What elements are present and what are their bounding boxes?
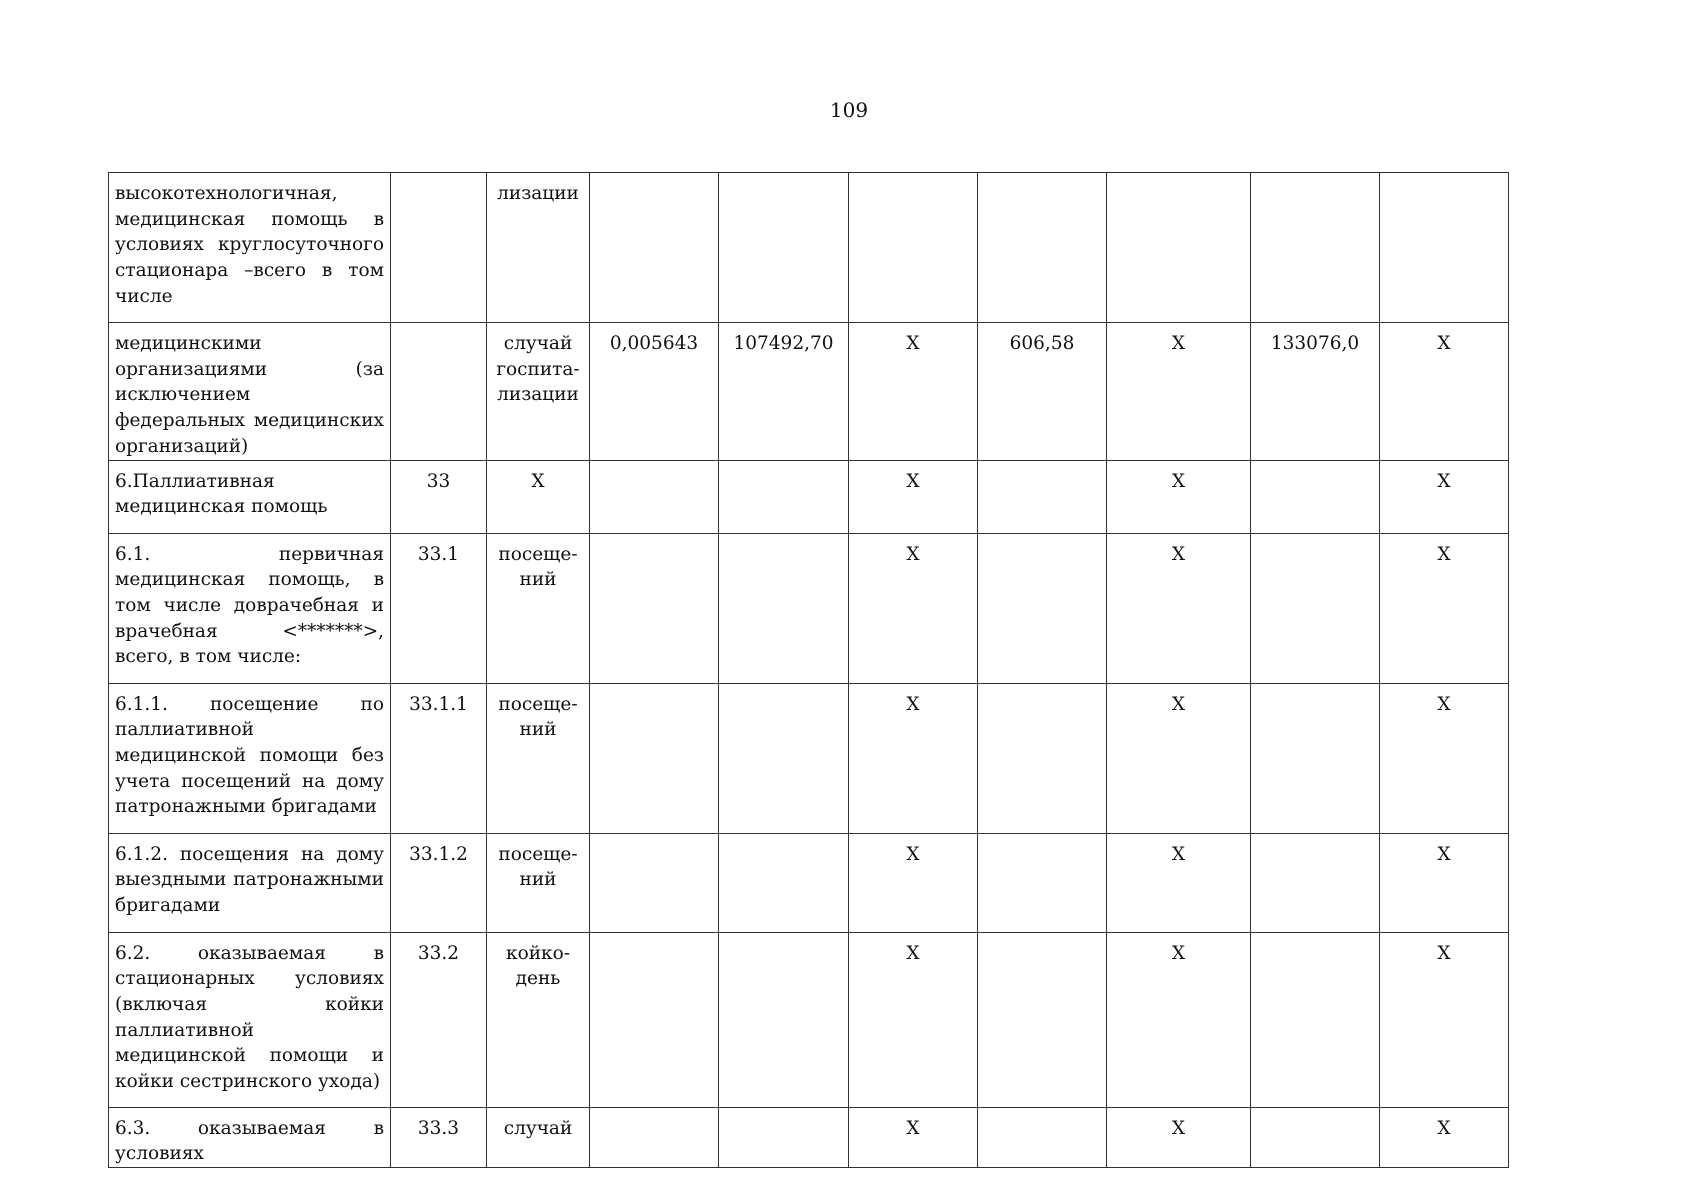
- row-code-cell: 33.1.1: [391, 683, 487, 833]
- value-cell-col7: [978, 683, 1107, 833]
- row-name-cell: 6.1. первичная медицинская помощь, в том числе доврачебная и врачебная <*******>, всего, в том числе:: [109, 533, 391, 683]
- value-cell-col7: [978, 460, 1107, 533]
- row-name-cell: 6.1.2. посещения на дому выездными патронажными бригадами: [109, 833, 391, 932]
- value-cell-col9: [1251, 533, 1380, 683]
- value-cell-col9: [1251, 683, 1380, 833]
- value-cell-col5: 107492,70: [719, 323, 849, 461]
- value-cell-col10: [1380, 173, 1509, 323]
- row-code-cell: 33.3: [391, 1107, 487, 1167]
- value-cell-col10: X: [1380, 323, 1509, 461]
- row-code-cell: 33.2: [391, 932, 487, 1107]
- table-row: [109, 932, 1509, 1107]
- value-cell-col5: [719, 173, 849, 323]
- table-row: [109, 833, 1509, 932]
- row-name-cell: высокотехнологичная, медицинская помощь в условиях круглосуточного стационара –всего в том числе: [109, 173, 391, 323]
- value-cell-col7: [978, 173, 1107, 323]
- value-cell-col10: X: [1380, 1107, 1509, 1167]
- value-cell-col6: X: [849, 683, 978, 833]
- value-cell-col6: X: [849, 323, 978, 461]
- value-cell-col5: [719, 1107, 849, 1167]
- value-cell-col4: [590, 932, 719, 1107]
- value-cell-col7: [978, 533, 1107, 683]
- value-cell-col7: [978, 1107, 1107, 1167]
- value-cell-col5: [719, 533, 849, 683]
- row-code-cell: [391, 173, 487, 323]
- value-cell-col10: X: [1380, 533, 1509, 683]
- value-cell-col5: [719, 460, 849, 533]
- value-cell-col8: X: [1107, 683, 1251, 833]
- value-cell-col4: [590, 460, 719, 533]
- value-cell-col4: [590, 683, 719, 833]
- value-cell-col8: [1107, 173, 1251, 323]
- row-unit-cell: койко-день: [487, 932, 590, 1107]
- value-cell-col5: [719, 683, 849, 833]
- value-cell-col8: X: [1107, 833, 1251, 932]
- value-cell-col8: X: [1107, 1107, 1251, 1167]
- row-code-cell: 33.1: [391, 533, 487, 683]
- table-row: [109, 460, 1509, 533]
- value-cell-col8: X: [1107, 533, 1251, 683]
- value-cell-col4: [590, 533, 719, 683]
- row-unit-cell: случай: [487, 1107, 590, 1167]
- value-cell-col9: 133076,0: [1251, 323, 1380, 461]
- value-cell-col4: [590, 833, 719, 932]
- value-cell-col8: X: [1107, 460, 1251, 533]
- value-cell-col10: X: [1380, 932, 1509, 1107]
- row-code-cell: [391, 323, 487, 461]
- row-unit-cell: случай госпита-лизации: [487, 323, 590, 461]
- value-cell-col6: X: [849, 1107, 978, 1167]
- row-code-cell: 33.1.2: [391, 833, 487, 932]
- table-body: [109, 173, 1509, 1168]
- value-cell-col10: X: [1380, 460, 1509, 533]
- table-row: [109, 683, 1509, 833]
- row-name-cell: 6.Паллиативная медицинская помощь: [109, 460, 391, 533]
- value-cell-col6: [849, 173, 978, 323]
- table-row: [109, 533, 1509, 683]
- page-number: 109: [829, 98, 869, 122]
- value-cell-col5: [719, 932, 849, 1107]
- table-row: [109, 323, 1509, 461]
- row-name-cell: 6.1.1. посещение по паллиативной медицинской помощи без учета посещений на дому патронажными бригадами: [109, 683, 391, 833]
- value-cell-col4: 0,005643: [590, 323, 719, 461]
- data-table: [108, 172, 1509, 1168]
- value-cell-col6: X: [849, 533, 978, 683]
- row-code-cell: 33: [391, 460, 487, 533]
- row-name-cell: 6.3. оказываемая в условиях: [109, 1107, 391, 1167]
- table-row: [109, 173, 1509, 323]
- value-cell-col9: [1251, 833, 1380, 932]
- row-name-cell: 6.2. оказываемая в стационарных условиях (включая койки паллиативной медицинской помощи и койки сестринского ухода): [109, 932, 391, 1107]
- value-cell-col6: X: [849, 833, 978, 932]
- value-cell-col4: [590, 173, 719, 323]
- value-cell-col7: 606,58: [978, 323, 1107, 461]
- value-cell-col10: X: [1380, 833, 1509, 932]
- row-name-cell: медицинскими организациями (за исключением федеральных медицинских организаций): [109, 323, 391, 461]
- value-cell-col8: X: [1107, 323, 1251, 461]
- value-cell-col9: [1251, 460, 1380, 533]
- value-cell-col10: X: [1380, 683, 1509, 833]
- value-cell-col9: [1251, 173, 1380, 323]
- value-cell-col7: [978, 833, 1107, 932]
- value-cell-col4: [590, 1107, 719, 1167]
- value-cell-col9: [1251, 932, 1380, 1107]
- table-row: [109, 1107, 1509, 1167]
- value-cell-col6: X: [849, 932, 978, 1107]
- value-cell-col8: X: [1107, 932, 1251, 1107]
- row-unit-cell: X: [487, 460, 590, 533]
- row-unit-cell: лизации: [487, 173, 590, 323]
- row-unit-cell: посеще-ний: [487, 683, 590, 833]
- row-unit-cell: посеще-ний: [487, 533, 590, 683]
- value-cell-col7: [978, 932, 1107, 1107]
- value-cell-col5: [719, 833, 849, 932]
- value-cell-col6: X: [849, 460, 978, 533]
- row-unit-cell: посеще-ний: [487, 833, 590, 932]
- value-cell-col9: [1251, 1107, 1380, 1167]
